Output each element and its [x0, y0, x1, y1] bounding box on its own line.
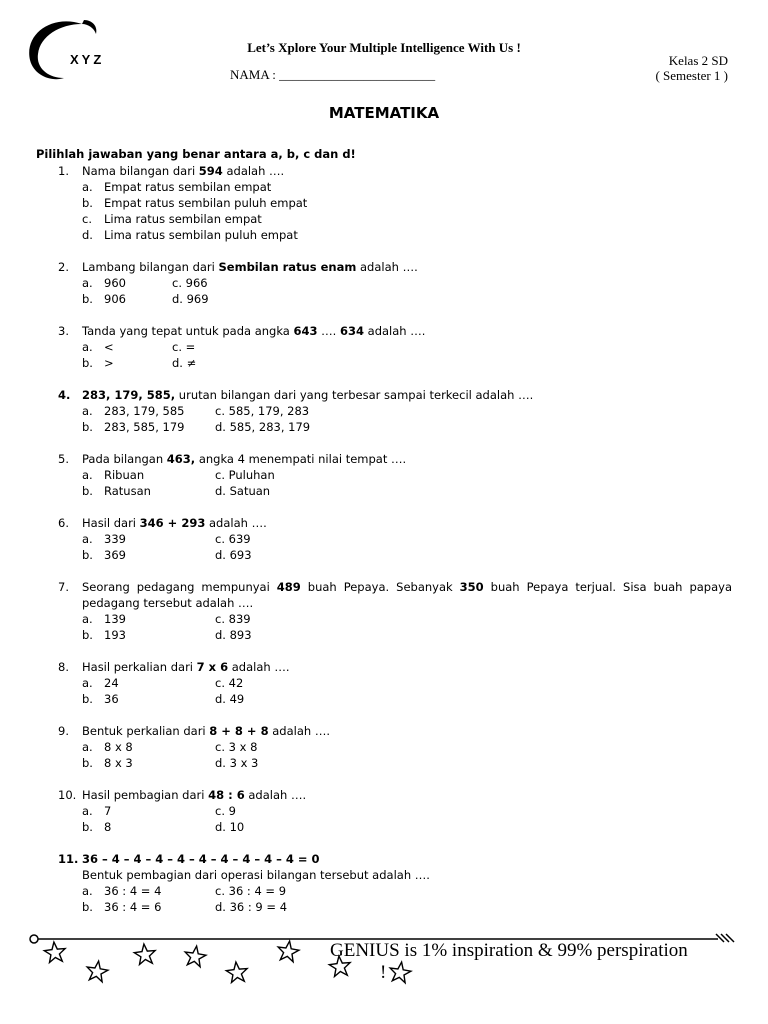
answer-option: d. 49 [215, 692, 245, 706]
question-number: 6. [58, 516, 69, 530]
question-4 [58, 387, 732, 435]
answer-option: d. ≠ [172, 356, 197, 370]
question-number: 9. [58, 724, 69, 738]
answer-option: a. 339 [82, 532, 126, 546]
footer-quote: GENIUS is 1% inspiration & 99% perspiration [330, 940, 688, 961]
answer-option: b. Empat ratus sembilan puluh empat [82, 196, 308, 210]
question-stem: Bentuk perkalian dari 8 + 8 + 8 adalah …. [82, 724, 330, 738]
answer-option: d. 585, 283, 179 [215, 420, 311, 434]
answer-option: b. 193 [82, 628, 126, 642]
answer-options [58, 675, 732, 707]
question-stem: Nama bilangan dari 594 adalah …. [82, 164, 285, 178]
question-number: 3. [58, 324, 69, 338]
question-number: 5. [58, 452, 69, 466]
instruction: Pilihlah jawaban yang benar antara a, b, c dan d! [36, 147, 356, 161]
question-stem: Lambang bilangan dari Sembilan ratus enam adalah …. [82, 260, 418, 274]
answer-option: a. 7 [82, 804, 112, 818]
answer-options [58, 803, 732, 835]
answer-option: a. < [82, 340, 114, 354]
motto: Let’s Xplore Your Multiple Intelligence With Us ! [247, 40, 521, 55]
answer-option: d. 10 [215, 820, 245, 834]
question-stem: Hasil dari 346 + 293 adalah …. [82, 516, 267, 530]
question-8 [58, 659, 732, 707]
answer-option: a. 36 : 4 = 4 [82, 884, 162, 898]
question-stem: Pada bilangan 463, angka 4 menempati nilai tempat …. [82, 452, 407, 466]
star-icon [134, 944, 155, 964]
star-icon [278, 941, 299, 962]
question-10 [58, 787, 732, 835]
answer-option: b. 906 [82, 292, 126, 306]
answer-option: c. 966 [172, 276, 208, 290]
answer-options [58, 403, 732, 435]
question-5 [58, 451, 732, 499]
answer-option: c. Lima ratus sembilan empat [82, 212, 262, 226]
answer-option: a. 283, 179, 585 [82, 404, 185, 418]
answer-options [58, 739, 732, 771]
answer-options [58, 467, 732, 499]
question-number: 8. [58, 660, 69, 674]
answer-option: a. Empat ratus sembilan empat [82, 180, 272, 194]
answer-option: c. 639 [215, 532, 251, 546]
question-1 [58, 163, 732, 243]
answer-option: d. 3 x 3 [215, 756, 259, 770]
answer-options [58, 179, 732, 243]
question-stem: Seorang pedagang mempunyai 489 buah Pepaya. Sebanyak 350 buah Pepaya terjual. Sisa buah papaya pedagang tersebut adalah …. [82, 580, 732, 610]
answer-option: b. 283, 585, 179 [82, 420, 185, 434]
question-7 [58, 579, 732, 643]
answer-option: b. 36 : 4 = 6 [82, 900, 162, 914]
star-icon [44, 942, 65, 962]
class-label: Kelas 2 SD [668, 53, 728, 68]
question-3 [58, 323, 732, 371]
star-icon [87, 961, 108, 982]
answer-option: a. 139 [82, 612, 126, 626]
answer-option: d. Lima ratus sembilan puluh empat [82, 228, 298, 242]
answer-option: b. > [82, 356, 114, 370]
star-icon [390, 962, 411, 983]
logo-text: XYZ [70, 52, 105, 67]
question-number: 11. [58, 852, 79, 866]
question-2 [58, 259, 732, 307]
answer-option: c. 36 : 4 = 9 [215, 884, 287, 898]
answer-options [58, 531, 732, 563]
star-icon [226, 962, 247, 982]
answer-option: c. 42 [215, 676, 244, 690]
footer-quote-end: ! [380, 962, 387, 983]
answer-options [58, 275, 732, 307]
answer-option: c. Puluhan [215, 468, 275, 482]
answer-option: d. 693 [215, 548, 252, 562]
question-stem: Hasil perkalian dari 7 x 6 adalah …. [82, 660, 290, 674]
answer-option: a. 960 [82, 276, 126, 290]
answer-option: b. 369 [82, 548, 126, 562]
question-stem: Hasil pembagian dari 48 : 6 adalah …. [82, 788, 307, 802]
answer-option: d. 36 : 9 = 4 [215, 900, 288, 914]
page-title: MATEMATIKA [328, 104, 440, 122]
question-stem: Tanda yang tepat untuk pada angka 643 …. 634 adalah …. [82, 324, 426, 338]
answer-option: d. 893 [215, 628, 252, 642]
answer-option: c. 9 [215, 804, 236, 818]
answer-option: b. 8 [82, 820, 112, 834]
answer-option: c. 585, 179, 283 [215, 404, 310, 418]
question-number: 2. [58, 260, 69, 274]
answer-option: d. 969 [172, 292, 209, 306]
question-number: 1. [58, 164, 69, 178]
answer-option: b. 36 [82, 692, 119, 706]
answer-option: b. 8 x 3 [82, 756, 133, 770]
answer-options [58, 883, 732, 915]
answer-option: c. 839 [215, 612, 251, 626]
answer-option: b. Ratusan [82, 484, 151, 498]
answer-options [58, 339, 732, 371]
answer-option: a. 24 [82, 676, 119, 690]
question-9 [58, 723, 732, 771]
answer-option: a. Ribuan [82, 468, 145, 482]
answer-option: c. 3 x 8 [215, 740, 258, 754]
question-stem: 283, 179, 585, urutan bilangan dari yang terbesar sampai terkecil adalah …. [82, 388, 534, 402]
question-stem: 36 – 4 – 4 – 4 – 4 – 4 – 4 – 4 – 4 – 4 = 0 [82, 852, 320, 866]
answer-option: c. = [172, 340, 196, 354]
answer-options [58, 611, 732, 643]
question-11 [58, 851, 732, 915]
answer-option: d. Satuan [215, 484, 271, 498]
class-info [655, 53, 728, 83]
question-number: 10. [58, 788, 77, 802]
question-stem-line2: Bentuk pembagian dari operasi bilangan tersebut adalah …. [82, 868, 430, 882]
star-icon [185, 946, 206, 967]
name-field: NAMA : ________________________ [230, 67, 436, 82]
question-number: 7. [58, 580, 69, 594]
semester-label: ( Semester 1 ) [655, 68, 728, 83]
question-number: 4. [58, 388, 71, 402]
question-6 [58, 515, 732, 563]
answer-option: a. 8 x 8 [82, 740, 133, 754]
